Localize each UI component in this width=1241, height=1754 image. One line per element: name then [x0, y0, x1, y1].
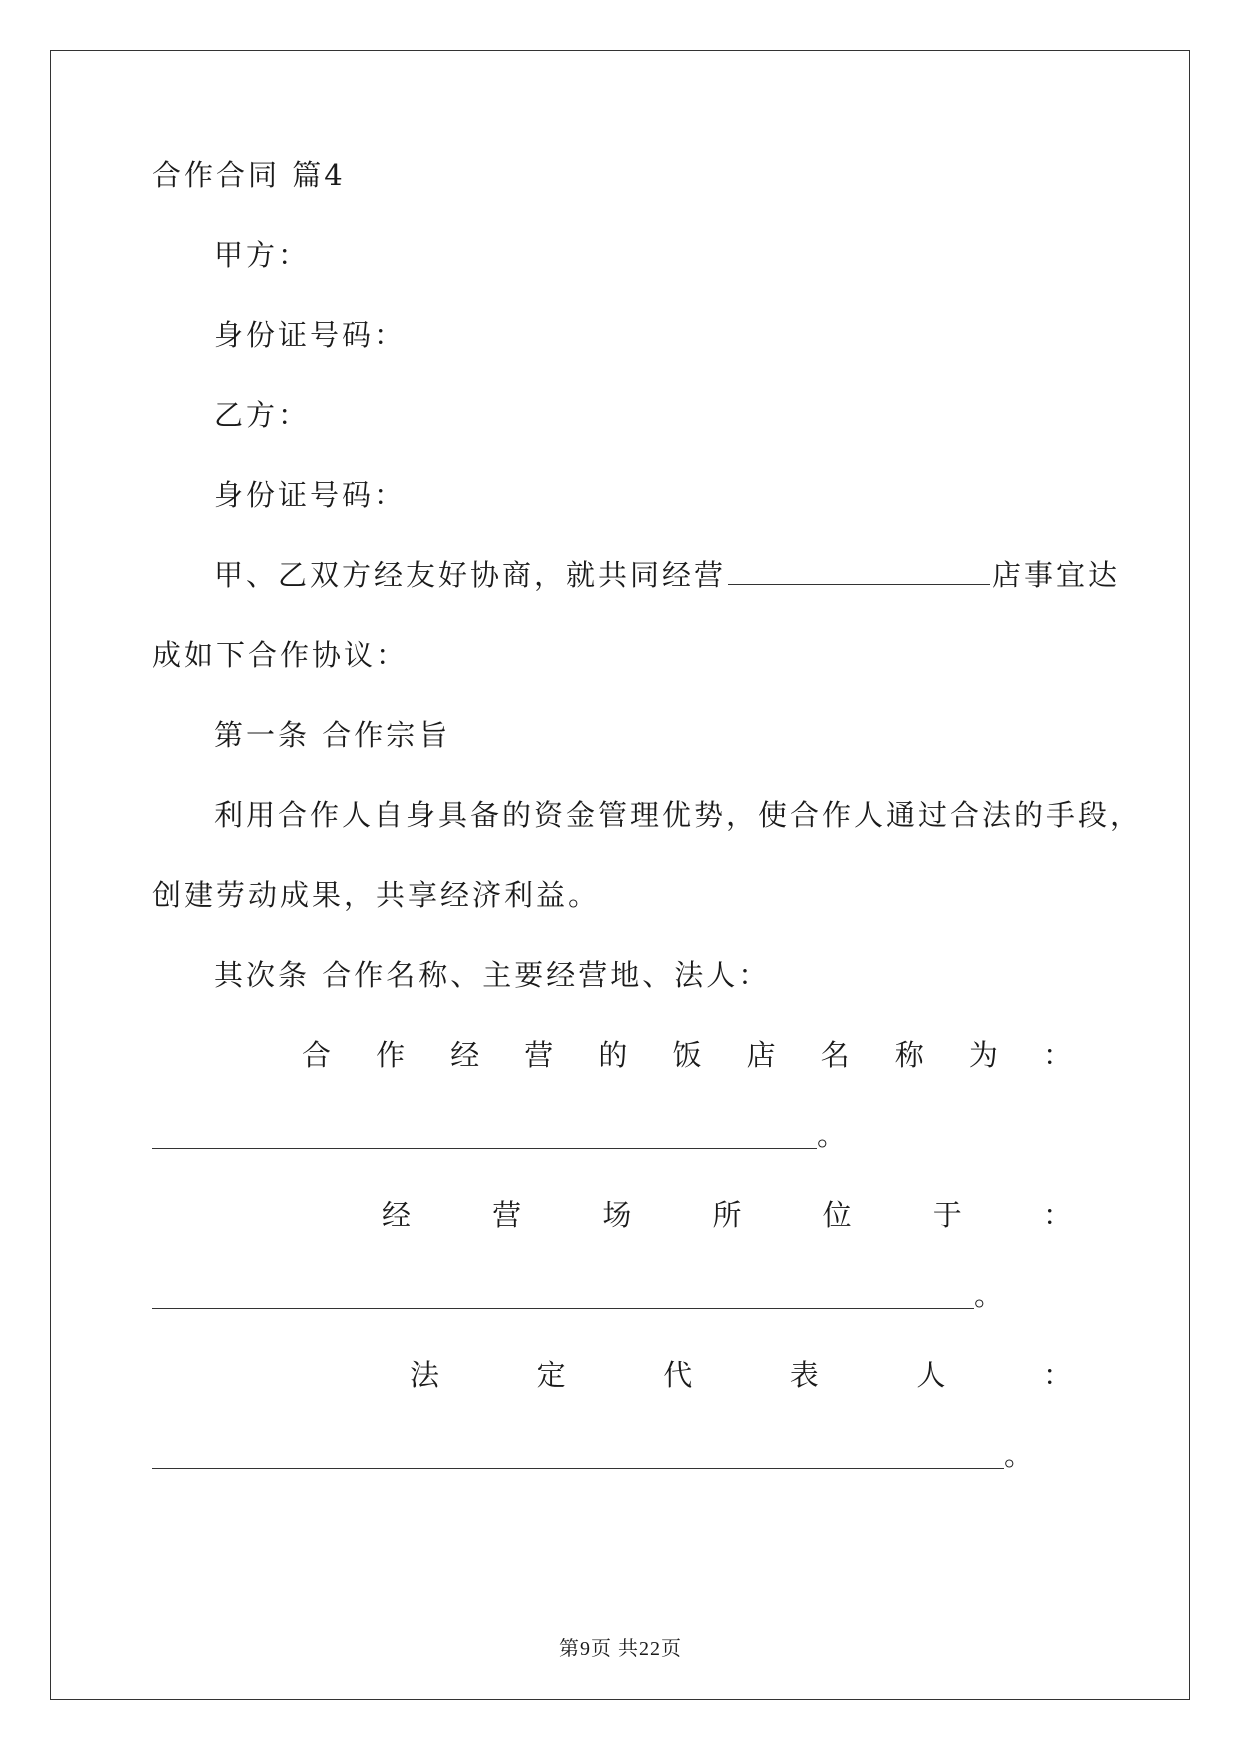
label-char: 合: [302, 1038, 332, 1072]
location-row: [152, 1275, 1003, 1315]
party-a-id-label: 身份证号码：: [214, 318, 407, 352]
shop-name-blank: [728, 556, 990, 585]
legal-representative-blank: [152, 1442, 1004, 1469]
legal-representative-label: [410, 1355, 1072, 1395]
intro-paragraph-line2: 成如下合作协议：: [152, 638, 409, 672]
label-char: 作: [376, 1038, 406, 1072]
legal-representative-row: [152, 1435, 1033, 1475]
label-char: ：: [1042, 1358, 1072, 1392]
label-char: ：: [1042, 1198, 1072, 1232]
label-char: 所: [712, 1198, 742, 1232]
party-a-label: 甲方：: [214, 238, 311, 272]
location-blank: [152, 1282, 974, 1309]
label-char: 经: [450, 1038, 480, 1072]
party-b-id-label: 身份证号码：: [214, 478, 407, 512]
label-char: 名: [820, 1038, 850, 1072]
label-char: 定: [536, 1358, 566, 1392]
party-b-label: 乙方：: [214, 398, 311, 432]
label-char: 表: [789, 1358, 819, 1392]
label-char: 位: [822, 1198, 852, 1232]
intro-paragraph-line1: [214, 555, 1120, 595]
label-char: 法: [410, 1358, 440, 1392]
restaurant-name-blank: [152, 1122, 817, 1149]
label-char: 代: [663, 1358, 693, 1392]
location-label: [382, 1195, 1072, 1235]
intro-before-text: 甲、乙双方经友好协商，就共同经营: [214, 558, 727, 592]
restaurant-name-row: [152, 1115, 846, 1155]
label-char: 于: [932, 1198, 962, 1232]
label-char: 饭: [672, 1038, 702, 1072]
article1-title: 第一条 合作宗旨: [214, 718, 451, 752]
label-char: 场: [602, 1198, 632, 1232]
document-heading: 合作合同 篇4: [152, 158, 346, 192]
label-char: 人: [916, 1358, 946, 1392]
label-char: 经: [382, 1198, 412, 1232]
period: 。: [974, 1278, 1004, 1312]
label-char: 店: [746, 1038, 776, 1072]
period: 。: [817, 1118, 847, 1152]
label-char: 营: [524, 1038, 554, 1072]
label-char: 营: [492, 1198, 522, 1232]
label-char: 的: [598, 1038, 628, 1072]
page-number: 第9页 共22页: [559, 1638, 682, 1660]
period: 。: [1004, 1438, 1034, 1472]
article1-line2: 创建劳动成果，共享经济利益。: [152, 878, 601, 912]
article2-title: 其次条 合作名称、主要经营地、法人：: [214, 958, 771, 992]
label-char: 为: [968, 1038, 998, 1072]
intro-after-text: 店事宜达: [992, 558, 1121, 592]
label-char: ：: [1042, 1038, 1072, 1072]
restaurant-name-label: [302, 1035, 1072, 1075]
label-char: 称: [894, 1038, 924, 1072]
article1-line1: 利用合作人自身具备的资金管理优势，使合作人通过合法的手段，: [214, 798, 1143, 832]
